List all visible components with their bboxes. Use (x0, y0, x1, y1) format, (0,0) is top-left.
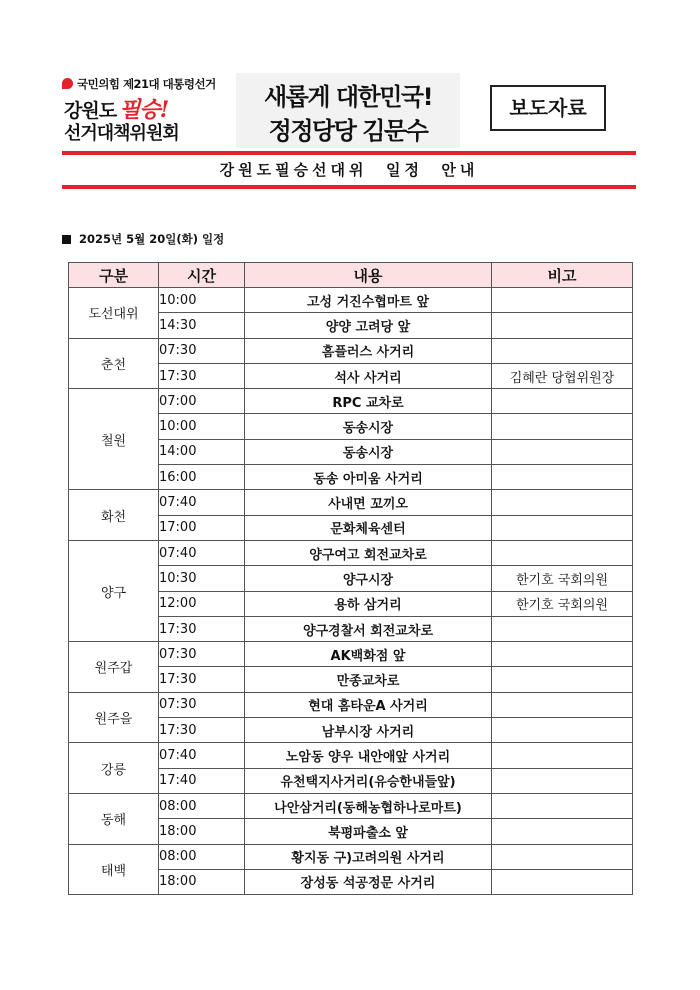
note-cell (492, 768, 633, 793)
slogan-line1: 새롭게 대한민국! (263, 83, 433, 111)
time-cell: 16:00 (159, 465, 245, 490)
content-cell: 만종교차로 (245, 667, 492, 692)
content-cell: 고성 거진수협마트 앞 (245, 288, 492, 313)
time-cell: 17:30 (159, 616, 245, 641)
logo-slogan-red: 필승! (119, 97, 169, 123)
region-cell: 양구 (69, 540, 159, 641)
note-cell (492, 869, 633, 894)
note-cell (492, 844, 633, 869)
content-cell: 북평파출소 앞 (245, 819, 492, 844)
note-cell: 김혜란 당협위원장 (492, 363, 633, 388)
table-row (69, 743, 633, 768)
schedule-group (69, 288, 633, 339)
region-cell: 철원 (69, 389, 159, 490)
note-cell (492, 642, 633, 667)
table-header-row (69, 263, 633, 288)
time-cell: 10:00 (159, 288, 245, 313)
table-row (69, 338, 633, 363)
region-cell: 강릉 (69, 743, 159, 794)
time-cell: 08:00 (159, 844, 245, 869)
party-logo-icon (62, 78, 73, 89)
note-cell (492, 667, 633, 692)
schedule-group (69, 338, 633, 389)
content-cell: AK백화점 앞 (245, 642, 492, 667)
time-cell: 17:30 (159, 718, 245, 743)
schedule-group (69, 490, 633, 541)
note-cell (492, 819, 633, 844)
content-cell: 양양 고려당 앞 (245, 313, 492, 338)
region-cell: 동해 (69, 793, 159, 844)
region-cell: 도선대위 (69, 288, 159, 339)
schedule-table (68, 262, 633, 895)
table-row (69, 389, 633, 414)
time-cell: 14:00 (159, 439, 245, 464)
content-cell: 석사 사거리 (245, 363, 492, 388)
table-row (69, 692, 633, 717)
header-content: 내용 (245, 263, 492, 288)
time-cell: 10:30 (159, 566, 245, 591)
region-cell: 태백 (69, 844, 159, 895)
time-cell: 18:00 (159, 869, 245, 894)
note-cell (492, 288, 633, 313)
slogan-line2: 정정당당 김문수 (268, 117, 428, 145)
logo-party-line: 국민의힘 제21대 대통령선거 (77, 77, 216, 91)
content-cell: 황지동 구)고려의원 사거리 (245, 844, 492, 869)
table-row (69, 642, 633, 667)
note-cell (492, 389, 633, 414)
content-cell: 동송시장 (245, 414, 492, 439)
logo-committee: 선거대책위원회 (64, 123, 179, 144)
time-cell: 17:00 (159, 515, 245, 540)
content-cell: 나안삼거리(동해농협하나로마트) (245, 793, 492, 818)
header-region: 구분 (69, 263, 159, 288)
time-cell: 07:30 (159, 692, 245, 717)
note-cell (492, 490, 633, 515)
time-cell: 08:00 (159, 793, 245, 818)
content-cell: 홈플러스 사거리 (245, 338, 492, 363)
time-cell: 17:40 (159, 768, 245, 793)
content-cell: 문화체육센터 (245, 515, 492, 540)
note-cell (492, 793, 633, 818)
table-row (69, 793, 633, 818)
note-cell (492, 414, 633, 439)
note-cell (492, 616, 633, 641)
schedule-group (69, 389, 633, 490)
note-cell (492, 439, 633, 464)
time-cell: 07:30 (159, 338, 245, 363)
content-cell: 동송시장 (245, 439, 492, 464)
content-cell: 유천택지사거리(유승한내들앞) (245, 768, 492, 793)
table-row (69, 540, 633, 565)
region-cell: 원주을 (69, 692, 159, 743)
schedule-group (69, 844, 633, 895)
title-rule-top (62, 151, 636, 155)
content-cell: RPC 교차로 (245, 389, 492, 414)
title-rule-bottom (62, 185, 636, 189)
table-row (69, 844, 633, 869)
content-cell: 남부시장 사거리 (245, 718, 492, 743)
schedule-group (69, 692, 633, 743)
content-cell: 사내면 꼬끼오 (245, 490, 492, 515)
slogan-banner (236, 73, 460, 148)
time-cell: 17:30 (159, 363, 245, 388)
document-title: 강원도필승선대위 일정 안내 (219, 161, 479, 179)
schedule-group (69, 743, 633, 794)
press-release-box (490, 85, 606, 131)
content-cell: 용하 삼거리 (245, 591, 492, 616)
logo-province: 강원도 (64, 100, 117, 122)
content-cell: 동송 아미움 사거리 (245, 465, 492, 490)
note-cell (492, 743, 633, 768)
region-cell: 춘천 (69, 338, 159, 389)
table-row (69, 288, 633, 313)
time-cell: 07:30 (159, 642, 245, 667)
bullet-square-icon (62, 235, 71, 244)
time-cell: 17:30 (159, 667, 245, 692)
time-cell: 07:40 (159, 490, 245, 515)
content-cell: 양구여고 회전교차로 (245, 540, 492, 565)
time-cell: 10:00 (159, 414, 245, 439)
time-cell: 12:00 (159, 591, 245, 616)
schedule-group (69, 642, 633, 693)
time-cell: 07:40 (159, 743, 245, 768)
note-cell (492, 515, 633, 540)
time-cell: 18:00 (159, 819, 245, 844)
schedule-date-text: 2025년 5월 20일(화) 일정 (79, 232, 225, 246)
note-cell (492, 338, 633, 363)
note-cell: 한기호 국회의원 (492, 591, 633, 616)
note-cell (492, 313, 633, 338)
time-cell: 07:40 (159, 540, 245, 565)
header-note: 비고 (492, 263, 633, 288)
schedule-date (62, 231, 224, 247)
note-cell (492, 718, 633, 743)
region-cell: 화천 (69, 490, 159, 541)
time-cell: 07:00 (159, 389, 245, 414)
schedule-group (69, 793, 633, 844)
note-cell (492, 540, 633, 565)
region-cell: 원주갑 (69, 642, 159, 693)
content-cell: 장성동 석공정문 사거리 (245, 869, 492, 894)
header-time: 시간 (159, 263, 245, 288)
note-cell (492, 692, 633, 717)
content-cell: 양구경찰서 회전교차로 (245, 616, 492, 641)
content-cell: 노암동 양우 내안애앞 사거리 (245, 743, 492, 768)
press-release-label: 보도자료 (509, 96, 587, 120)
schedule-group (69, 540, 633, 641)
campaign-logo (62, 76, 242, 146)
content-cell: 양구시장 (245, 566, 492, 591)
note-cell: 한기호 국회의원 (492, 566, 633, 591)
content-cell: 현대 홈타운A 사거리 (245, 692, 492, 717)
time-cell: 14:30 (159, 313, 245, 338)
note-cell (492, 465, 633, 490)
table-row (69, 490, 633, 515)
